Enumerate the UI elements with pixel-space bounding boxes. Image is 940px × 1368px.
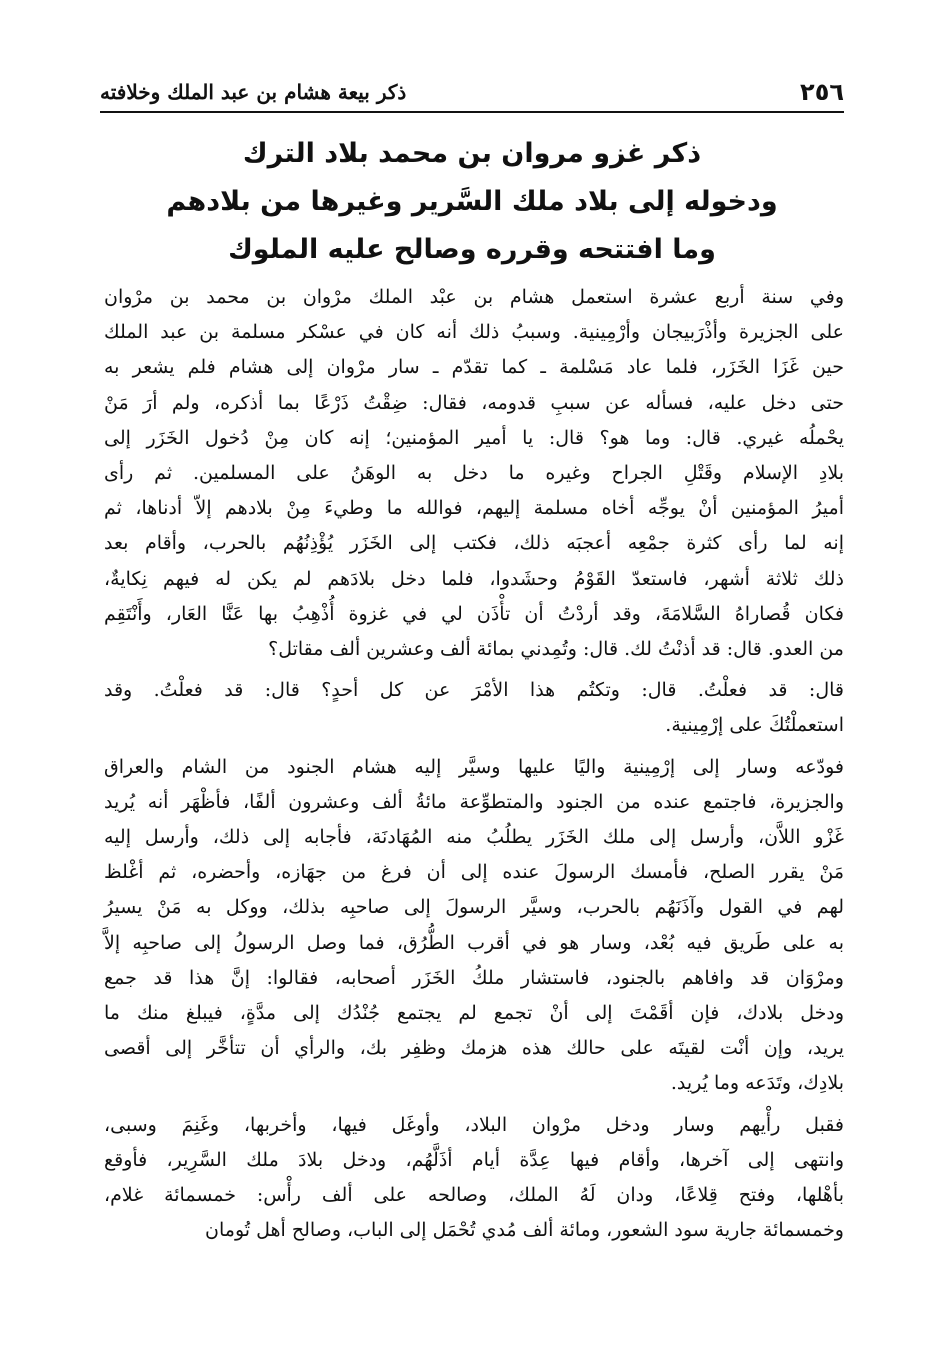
text-line: فودّعه وسار إلى إرْمِينية واليًا عليها وسيَّر إليه هشام الجنود من الشام والعراق [104,755,844,778]
paragraph [104,750,844,1102]
text-line: استعملْتُكَ على إرْمِينية. [665,714,844,737]
text-line: قال: قد فعلْتُ. قال: وتكتُم هذا الأمْرَ عن كل أحدٍ؟ قال: قد فعلْتُ. وقد [104,679,844,702]
page-number: ٢٥٦ [800,78,844,106]
text-line: ودخل بلادك، فإن أقَمْتَ إلى أنْ تجمع لم يجتمع جُنْدُك إلى مدَّةٍ، فيبلغ منك ما [104,1002,844,1025]
text-line: والجزيرة، فاجتمع عنده من الجنود والمتطوِّعة مائةُ ألف وعشرون ألفًا، فأظْهَر أنه يُريد [104,790,844,813]
text-line: وانتهى إلى آخرها، وأقام فيها عِدَّة أيام أذَلَّهُم، ودخل بلادَ ملك السَّرِير، فأوقع [104,1148,844,1171]
text-line: يريد، وإن أنْت لقيتَه على حالك هذه هزمك وظفِر بك، والرأي أن تتأخَّر إلى أقصى [104,1037,844,1060]
chapter-title-line: ذكر غزو مروان بن محمد بلاد الترك [242,138,702,169]
text-line: من العدو. قال: قد أذنْتُ لك. قال: وتُمِدني بمائة ألف وعشرين ألف مقاتل؟ [268,638,844,661]
text-line: ومرْوَان قد وافاهم بالجنود، فاستشار ملكُ الخَزَر أصحابه، فقالوا: إنَّ هذا قد جمع [104,966,844,989]
text-line: فقبل رأْيهم وسار ودخل مرْوان البلاد، وأوغَل فيها، وأخربها، وغَنِمَ وسبى، [104,1113,844,1136]
chapter-title [100,130,844,274]
text-line: وفي سنة أربع عشرة استعمل هشام بن عبْد الملك مرْوان بن محمد بن مرْوان [104,286,844,308]
running-header-title: ذكر بيعة هشام بن عبد الملك وخلافته [100,80,407,104]
text-line: غَزْو اللاَّن، وأرسل إلى ملك الخَزَر يطلُبُ منه المُهَادنَة، فأجابه إلى ذلك، وأرسل إليه [104,826,844,849]
text-line: حين غَزَا الخَزَر، فلما عاد مَسْلمة ـ كما تقدّم ـ سار مرْوان إلى هشام فلم يشعر به [104,356,844,379]
chapter-title-line: وما افتتحه وقرره وصالح عليه الملوك [228,234,716,265]
paragraph [104,673,844,743]
running-header [100,76,844,108]
text-line: يحْملُه غيري. قال: وما هو؟ قال: يا أمير المؤمنين؛ إنه كان مِنْ دُخول الخَزَر إلى [104,426,845,449]
paragraph [104,280,844,667]
body-text [104,280,844,1248]
text-line: بلادِك، وتَدَعه وما يُريد. [670,1072,844,1095]
text-line: فكان قُصاراهُ السَّلامَةَ، وقد أردْتُ أن تأْذَن لي في غزوة أُذْهِبُ بها عَنَّا العَار، وأَنْتَقِم [104,602,844,625]
text-line: على الجزيرة وأذْرَبيجان وأرْمِينية. وسببُ ذلك أنه كان في عسْكر مسلمة بن عبد الملك [104,321,844,344]
text-line: وخمسمائة جارية سود الشعور، ومائة ألف مُدي تُحْمَل إلى الباب، وصالح أهل تُومان [205,1219,844,1242]
text-line: مَنْ يقرر الصلح، فأمسك الرسولَ عنده إلى أن فرغ من جهَازه، وأحضره، ثم أغْلظ [104,861,844,884]
paragraph [104,1108,844,1249]
header-divider [100,111,844,113]
text-line: بلادِ الإسلام وقَتْلِ الجراح وغيره ما دخل به الوهَنُ على المسلمين. ثم رأى [104,462,844,485]
text-line: بأهْلها، وفتح قِلاعًا، ودان لَهُ الملك، وصالحه على ألف رأْس: خمسمائة غلام، [104,1184,844,1207]
chapter-title-line: ودخوله إلى بلاد ملك السَّرير وغيرها من بلادهم [166,186,778,217]
text-line: لهم في القول وآذَنَهُم بالحرب، وسيَّر الرسولَ إلى صاحبِه بذلك، ووكل به مَنْ يسيرُ [104,896,844,919]
text-line: إنه لما رأى كثرة جمْعِه أعجبَه ذلك، فكتب إلى الخَزَر يُؤْذِنُهُم بالحرب، وأقام بعد [104,532,844,555]
text-line: أميرُ المؤمنين أنْ يوجِّه أخاه مسلمة إليهم، فوالله ما وطيءَ مِنْ بلادهم إلاّ أدناها، ثم [104,497,844,520]
text-line: ذلك ثلاثة أشهر، فاستعدّ القَوْمُ وحشَدوا، فلما دخل بلادَهم لم يكن له فيهم نِكايةٌ، [104,567,844,590]
text-line: به على طَريق فيه بُعْد، وسار هو في أقرب الطُّرُق، فما وصل الرسولُ إلى صاحبِه إلاَّ [104,931,844,954]
text-line: حتى دخل عليه، فسأله عن سببِ قدومه، فقال: ضِقْتُ ذَرْعًا بما أذكره، ولم أرَ مَنْ [104,391,844,414]
